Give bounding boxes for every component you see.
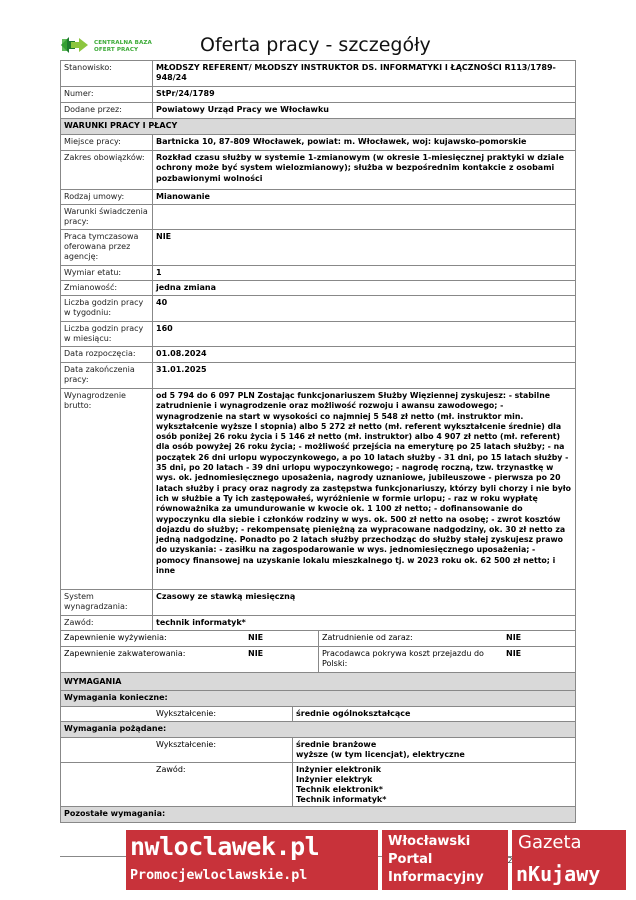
required-edu-value: średnie ogólnokształcące <box>296 709 411 718</box>
number-value: StPr/24/1789 <box>156 89 215 98</box>
hours-week-value: 40 <box>156 298 168 307</box>
row-desired-profession <box>60 763 576 807</box>
row-salary <box>60 389 576 590</box>
added-by-value: Powiatowy Urząd Pracy we Włocławku <box>156 105 329 114</box>
position-value: MŁODSZY REFERENT/ MŁODSZY INSTRUKTOR DS. INFORMATYKI I ŁĄCZNOŚCI R113/1789-948/24 <box>156 63 556 83</box>
row-desired-education <box>60 738 576 763</box>
fte-label: Wymiar etatu: <box>61 266 153 280</box>
section-conditions: WARUNKI PRACY I PŁACY <box>60 119 576 135</box>
watermark-gazeta-line1: Gazeta <box>518 832 582 853</box>
housing-value: NIE <box>245 647 319 672</box>
logo-text <box>94 40 152 54</box>
start-label: Data rozpoczęcia: <box>61 347 153 362</box>
subsection-required: Wymagania konieczne: <box>60 691 576 707</box>
temp-label: Praca tymczasowa oferowana przez agencję: <box>61 230 153 265</box>
page-header <box>60 34 576 60</box>
end-label: Data zakończenia pracy: <box>61 363 153 388</box>
number-label: Numer: <box>61 87 153 102</box>
desired-edu-values <box>293 738 575 762</box>
watermark-portal-line1: Włocławski <box>388 834 471 849</box>
place-label: Miejsce pracy: <box>61 135 153 150</box>
desired-edu-label: Wykształcenie: <box>153 738 293 762</box>
row-position <box>60 61 576 87</box>
duties-label: Zakres obowiązków: <box>61 151 153 189</box>
immediate-label: Zatrudnienie od zaraz: <box>322 633 413 642</box>
subsection-other: Pozostałe wymagania: <box>60 807 576 823</box>
row-number <box>60 87 576 103</box>
desired-edu-2: wyższe (w tym licencjat), elektryczne <box>296 750 465 759</box>
section-requirements: WYMAGANIA <box>60 673 576 691</box>
place-value: Bartnicka 10, 87-809 Włocławek, powiat: m. Włocławek, woj: kujawsko-pomorskie <box>156 137 527 146</box>
shift-value: jedna zmiana <box>156 283 216 292</box>
desired-prof-1: Inżynier elektronik <box>296 765 382 774</box>
salary-value: od 5 794 do 6 097 PLN Zostając funkcjonariuszem Służby Więziennej zyskujesz: - stabilne zatrudnienie i wynagrodzenie oraz możliwość rozwoju i awansu zawodowego; - wynagrodzenie na start w wysokości co najmniej 5 548 zł netto (mł. instruktor min. wykształcenie wyższe I stopnia) albo 5 272 zł netto (mł. referent wykształcenie średnie) dla osób poniżej 26 roku życia i 5 146 zł netto (mł. instruktor) albo 4 907 zł netto (mł. referent) dla osób powyżej 26 roku życia; - możliwość przejścia na emeryturę po 25 latach służby; - na początek 26 dni urlopu wypoczynkowego, a po 10 latach służby - 31 dni, po 15 latach służby - 35 dni, po 20 latach - 39 dni urlopu wypoczynkowego; - nagrodę roczną, tzw. trzynastkę w wys. ok. jednomiesięcznego uposażenia, nagrody uznaniowe, jubileuszowe - pierwsza po 20 latach służby i pracy oraz nagrody za zastępstwa funkcjonariuszy, którzy byli chorzy i nie było ich w służbie a Ty ich zastępowałeś, wyróżnienie w formie urlopu; - raz w roku wypłatę równoważnika za umundurowanie w kwocie ok. 1 100 zł netto; - dofinansowanie do wypoczynku dla siebie i członków rodziny w wys. ok. 500 zł netto na osobę; - zwrot kosztów dojazdu do służby; - rekompensatę pieniężną za wypracowane nadgodziny, ok. 30 zł netto za jedną nadgodzinę. Ponadto po 2 latach służby przechodząc do służby stałej zyskujesz prawo do uzyskania: - zasiłku na zagospodarowanie w wys. jednomiesięcznego uposażenia; - pomocy finansowej na uzyskanie lokalu mieszkalnego tj. w 2023 roku ok. 62 500 zł netto; i inne <box>156 391 572 576</box>
desired-edu-1: średnie branżowe <box>296 740 377 749</box>
logo-line2: OFERT PRACY <box>94 47 139 53</box>
contract-value: Mianowanie <box>156 192 210 201</box>
watermark-nwloclawek <box>126 830 378 890</box>
watermark-gazeta <box>512 830 626 890</box>
terms-label: Warunki świadczenia pracy: <box>61 205 153 229</box>
row-housing-travel <box>60 647 576 673</box>
desired-prof-2: Inżynier elektryk <box>296 775 373 784</box>
immediate-value: NIE <box>506 633 522 642</box>
profession-value: technik informatyk* <box>156 618 246 627</box>
row-added-by <box>60 103 576 119</box>
duties-value: Rozkład czasu służby w systemie 1-zmianowym (w okresie 1-miesięcznej praktyki w dziale ochrony może być system wielozmianowy); służba w bezpośrednim kontakcie z osobami pozbawionymi wolności <box>156 153 564 183</box>
travel-value: NIE <box>506 649 522 658</box>
shift-label: Zmianowość: <box>61 281 153 295</box>
watermark-portal-line2: Portal <box>388 852 433 867</box>
row-contract <box>60 190 576 205</box>
watermark-banner <box>126 830 626 890</box>
terms-value <box>153 205 575 229</box>
temp-value: NIE <box>156 232 172 241</box>
added-by-label: Dodane przez: <box>61 103 153 118</box>
travel-label: Pracodawca pokrywa koszt przejazdu do Polski: <box>322 649 484 668</box>
end-value: 31.01.2025 <box>156 365 207 374</box>
row-required-education <box>60 707 576 722</box>
row-duties <box>60 151 576 190</box>
cbop-logo <box>60 34 160 58</box>
profession-label: Zawód: <box>61 616 153 630</box>
desired-prof-values <box>293 763 575 806</box>
row-temp-agency <box>60 230 576 266</box>
desired-prof-3: Technik elektronik* <box>296 785 383 794</box>
page-title: Oferta pracy - szczegóły <box>200 34 431 56</box>
start-value: 01.08.2024 <box>156 349 207 358</box>
watermark-site2: Promocjewloclawskie.pl <box>130 868 308 883</box>
logo-line1: CENTRALNA BAZA <box>94 40 152 46</box>
row-hours-week <box>60 296 576 322</box>
watermark-portal-line3: Informacyjny <box>388 870 484 885</box>
subsection-desired: Wymagania pożądane: <box>60 722 576 738</box>
salary-label: Wynagrodzenie brutto: <box>61 389 153 589</box>
cbop-logo-icon <box>60 36 92 54</box>
row-pay-system <box>60 590 576 616</box>
row-place <box>60 135 576 151</box>
row-start <box>60 347 576 363</box>
contract-label: Rodzaj umowy: <box>61 190 153 204</box>
row-fte <box>60 266 576 281</box>
pay-system-label: System wynagradzania: <box>61 590 153 615</box>
housing-label: Zapewnienie zakwaterowania: <box>64 649 186 658</box>
required-edu-label: Wykształcenie: <box>153 707 293 721</box>
watermark-gazeta-line2: nKujawy <box>516 862 601 886</box>
position-label: Stanowisko: <box>61 61 153 86</box>
meals-label: Zapewnienie wyżywienia: <box>64 633 167 642</box>
row-shift <box>60 281 576 296</box>
row-end <box>60 363 576 389</box>
hours-month-label: Liczba godzin pracy w miesiącu: <box>61 322 153 346</box>
fte-value: 1 <box>156 268 162 277</box>
row-profession <box>60 616 576 631</box>
watermark-portal <box>382 830 508 890</box>
row-hours-month <box>60 322 576 347</box>
desired-prof-label: Zawód: <box>153 763 293 806</box>
hours-month-value: 160 <box>156 324 173 333</box>
hours-week-label: Liczba godzin pracy w tygodniu: <box>61 296 153 321</box>
desired-prof-4: Technik informatyk* <box>296 795 387 804</box>
row-terms <box>60 205 576 230</box>
watermark-site1: nwloclawek.pl <box>130 832 320 861</box>
meals-value: NIE <box>245 631 319 646</box>
pay-system-value: Czasowy ze stawką miesięczną <box>156 592 296 601</box>
offer-document <box>60 60 576 823</box>
row-meals-immediate <box>60 631 576 647</box>
